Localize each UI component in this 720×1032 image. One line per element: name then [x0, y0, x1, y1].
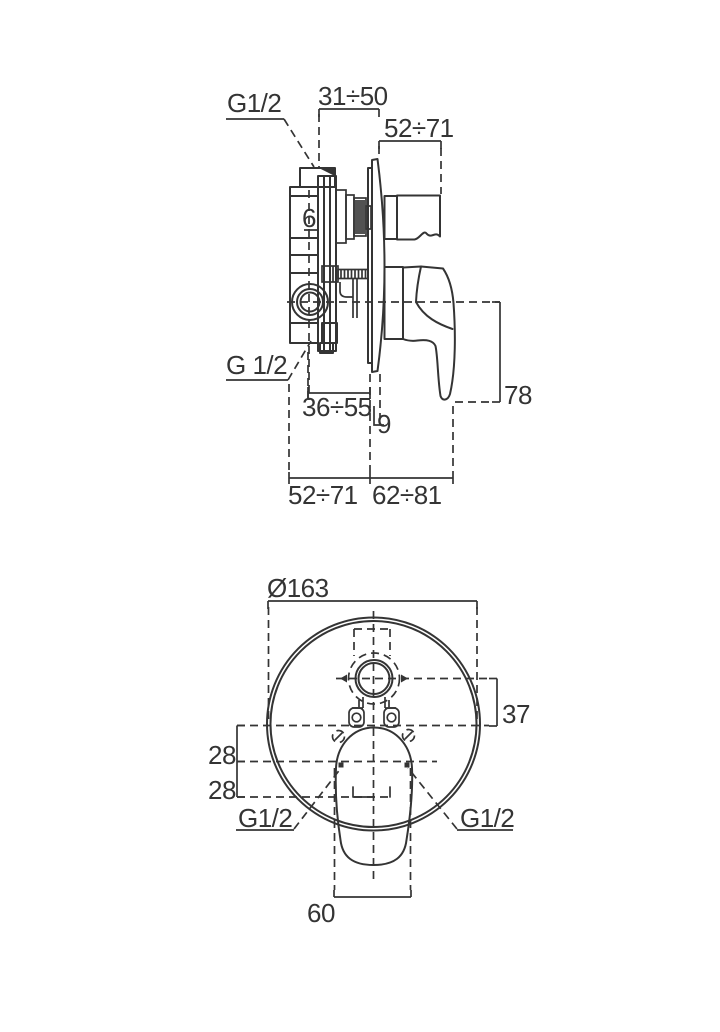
fixing-screw-side: [322, 266, 368, 318]
gap-label: 6: [302, 203, 316, 233]
handle-width-label: 60: [307, 898, 335, 928]
depth-bottom-left-label: 52÷71: [288, 480, 358, 510]
depth-top-label: 31÷50: [318, 81, 388, 111]
inlet-fitting-bottom: [320, 323, 337, 353]
escutcheon-plate-side: [368, 159, 385, 372]
plate-diameter-label: Ø163: [267, 573, 329, 603]
thread-bottom-label: G 1/2: [226, 350, 288, 380]
thread-right-label: G1/2: [460, 803, 515, 833]
depth-bottom-right-label: 62÷81: [372, 480, 442, 510]
inlet-port-circle: [292, 284, 328, 320]
thread-left-label: G1/2: [238, 803, 293, 833]
dim-thread-left: [236, 768, 341, 833]
depth-mid-label: 36÷55: [302, 392, 372, 422]
dim-gap: [302, 203, 318, 233]
dim-depth-upper: [379, 113, 454, 194]
thread-top-label: G1/2: [227, 88, 282, 118]
dim-depth-mid: [302, 352, 372, 422]
spacing-upper-label: 28: [208, 740, 236, 770]
cartridge-stack: [336, 190, 371, 243]
mounting-bracket: [318, 176, 336, 351]
dim-handle-drop: [455, 302, 532, 410]
handle-side: [385, 267, 455, 400]
dim-spacing: [208, 726, 245, 806]
outlet-pipe: [385, 196, 441, 240]
cartridge-offset-label: 37: [502, 699, 530, 729]
dim-depth-top: [318, 81, 388, 167]
plate-offset-label: 9: [377, 409, 391, 439]
side-view: [226, 81, 532, 510]
handle-drop-label: 78: [504, 380, 532, 410]
depth-upper-label: 52÷71: [384, 113, 454, 143]
dim-thread-bottom: [226, 341, 311, 380]
spacing-lower-label: 28: [208, 775, 236, 805]
connection-point-marks: [339, 763, 410, 768]
front-view: [208, 573, 530, 928]
dim-thread-top: [226, 88, 314, 167]
dim-plate-offset: [370, 374, 391, 472]
dim-cartridge-offset: [489, 679, 530, 730]
